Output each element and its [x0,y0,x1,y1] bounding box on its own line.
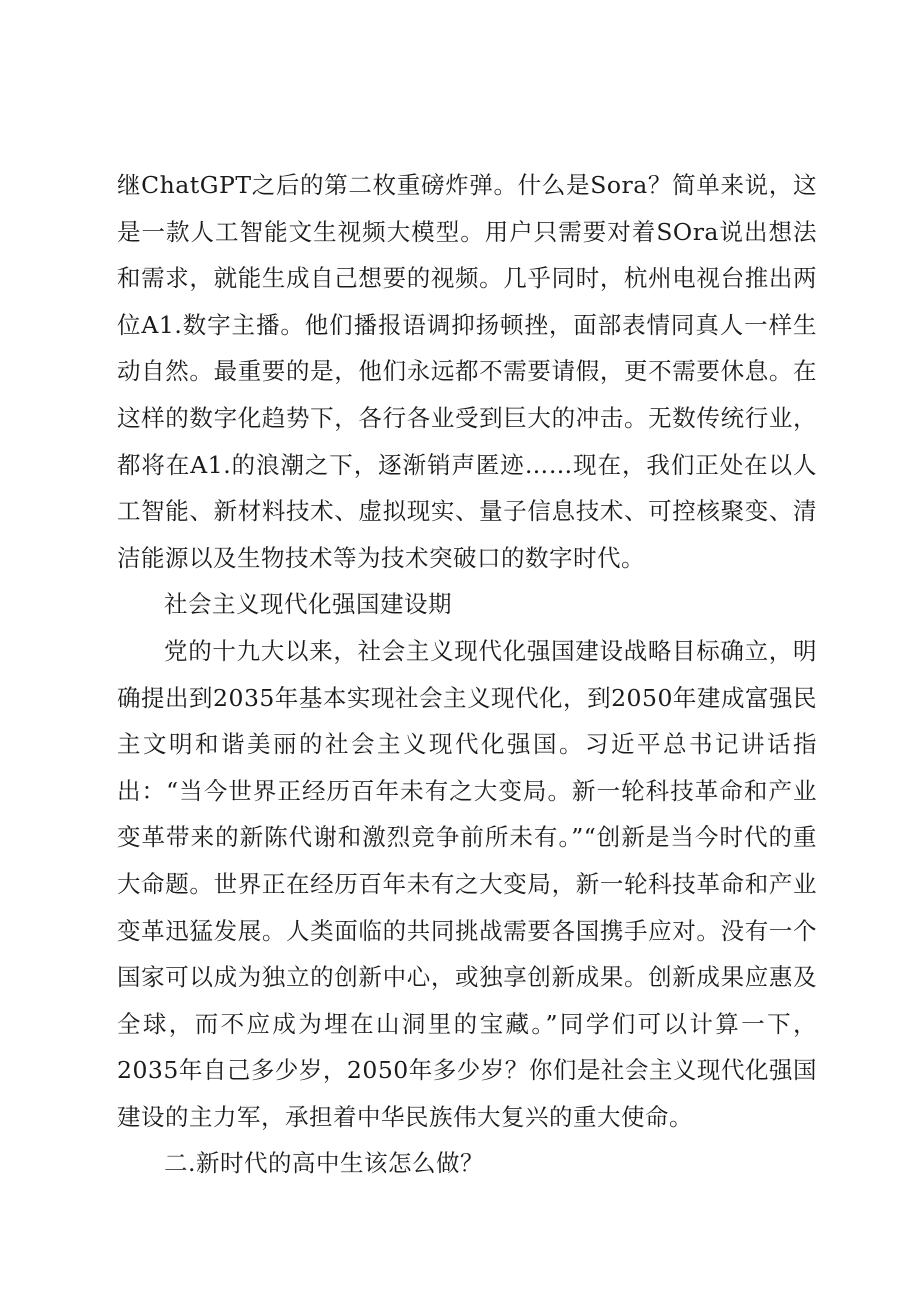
body-paragraph-2: 党的十九大以来，社会主义现代化强国建设战略目标确立，明确提出到2035年基本实现社会主义现代化，到2050年建成富强民主文明和谐美丽的社会主义现代化强国。习近平总书记讲话指出：“当今世界正经历百年未有之大变局。新一轮科技革命和产业变革带来的新陈代谢和激烈竞争前所未有。”“创新是当今时代的重大命题。世界正在经历百年未有之大变局，新一轮科技革命和产业变革迅猛发展。人类面临的共同挑战需要各国携手应对。没有一个国家可以成为独立的创新中心，或独享创新成果。创新成果应惠及全球，而不应成为埋在山洞里的宝藏。”同学们可以计算一下，2035年自己多少岁，2050年多少岁？你们是社会主义现代化强国建设的主力军，承担着中华民族伟大复兴的重大使命。 [117,636,817,1131]
document-body [117,162,817,1187]
section-heading: 社会主义现代化强国建设期 [164,590,452,619]
section-heading-2: 二.新时代的高中生该怎么做？ [164,1149,484,1178]
body-paragraph-1: 继ChatGPT之后的第二枚重磅炸弹。什么是Sora？简单来说，这是一款人工智能文生视频大模型。用户只需要对着SOra说出想法和需求，就能生成自己想要的视频。几乎同时，杭州电视台推出两位A1.数字主播。他们播报语调抑扬顿挫，面部表情同真人一样生动自然。最重要的是，他们永远都不需要请假，更不需要休息。在这样的数字化趋势下，各行各业受到巨大的冲击。无数传统行业，都将在A1.的浪潮之下，逐渐销声匿迹……现在，我们正处在以人工智能、新材料技术、虚拟现实、量子信息技术、可控核聚变、清洁能源以及生物技术等为技术突破口的数字时代。 [117,171,817,572]
